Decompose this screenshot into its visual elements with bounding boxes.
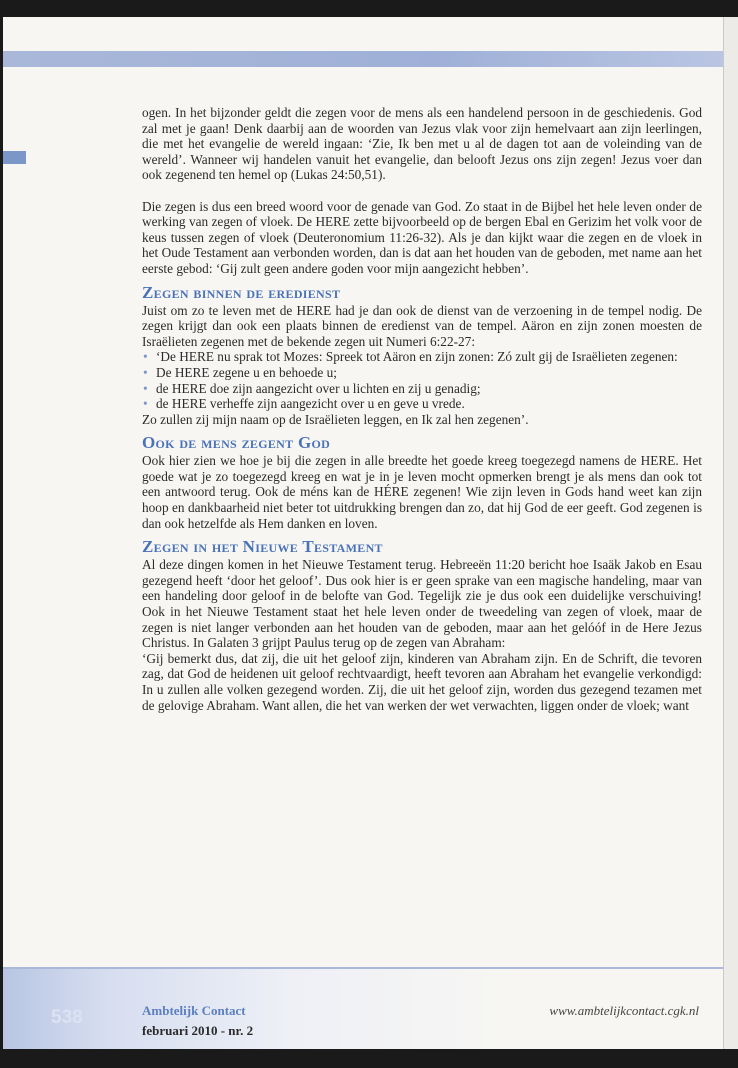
article-body bbox=[142, 105, 702, 713]
paragraph-5: Ook hier zien we hoe je bij die zegen in alle breedte het goede kreeg toegezegd namens de HERE. Het goede wat je zo toegezegd kreeg en wat je in je leven mocht opmerken brengt je als mens dan ook tot een antwoord terug. Ook de méns kan de HÉRE zegenen! Wie zijn leven in Gods hand weet kan zijn hoop en dankbaarheid niet beter tot uitdrukking brengen dan zo, dat hij God de eer geeft. God zegenen is dan ook hetzelfde als Hem danken en loven. bbox=[142, 453, 702, 531]
publication-title: Ambtelijk Contact bbox=[142, 1003, 246, 1018]
header-color-bar bbox=[3, 51, 723, 67]
document-page bbox=[3, 17, 723, 1049]
list-item: • De HERE zegene u en behoede u; bbox=[142, 365, 702, 381]
blessing-list bbox=[142, 349, 702, 411]
list-item: • de HERE verheffe zijn aangezicht over u en geve u vrede. bbox=[142, 396, 702, 412]
section-heading-1: Zegen binnen de eredienst bbox=[142, 282, 341, 302]
facing-page-edge bbox=[723, 17, 738, 1049]
margin-marker bbox=[3, 151, 26, 164]
paragraph-1: ogen. In het bijzonder geldt die zegen voor de mens als een handelend persoon in de geschiedenis. God zal met je gaan! Denk daarbij aan de woorden van Jezus vlak voor zijn hemelvaart aan zijn leerlingen, die met het evangelie de wereld ingaan: ‘Zie, Ik ben met u al de dagen tot aan de voleinding van de wereld’. Wanneer wij handelen vanuit het evangelie, dan belooft Jezus ons zijn zegen! Jezus voer dan ook zegenend ten hemel op (Lukas 24:50,51). bbox=[142, 105, 702, 183]
paragraph-4: Zo zullen zij mijn naam op de Israëlieten leggen, en Ik zal hen zegenen’. bbox=[142, 411, 529, 427]
section-heading-2: Ook de mens zegent God bbox=[142, 433, 331, 453]
paragraph-7: ‘Gij bemerkt dus, dat zij, die uit het geloof zijn, kinderen van Abraham zijn. En de Schrift, die tevoren zag, dat God de heidenen uit geloof rechtvaardigt, heeft tevoren aan Abraham het evangelie verkondigd: In u zullen alle volken gezegend worden. Zij, die uit het geloof zijn, worden dus gezegend tezamen met de gelovige Abraham. Want allen, die het van werken der wet verwachten, liggen onder de vloek; want bbox=[142, 650, 702, 713]
website-link[interactable]: www.ambtelijkcontact.cgk.nl bbox=[549, 1003, 699, 1018]
section-heading-3: Zegen in het Nieuwe Testament bbox=[142, 537, 383, 557]
issue-label: februari 2010 - nr. 2 bbox=[142, 1023, 254, 1038]
list-item: • ‘De HERE nu sprak tot Mozes: Spreek tot Aäron en zijn zonen: Zó zult gij de Israëlieten zegenen: bbox=[142, 349, 702, 365]
page-number: 538 bbox=[51, 1007, 83, 1028]
paragraph-3: Juist om zo te leven met de HERE had je dan ook de dienst van de verzoening in de tempel nodig. De zegen krijgt dan ook een plaats binnen de eredienst van de tempel. Aäron en zijn zonen moesten de Israëlieten zegenen met de bekende zegen uit Numeri 6:22-27: bbox=[142, 302, 702, 349]
paragraph-2: Die zegen is dus een breed woord voor de genade van God. Zo staat in de Bijbel het hele leven onder de werking van zegen of vloek. De HERE zette bijvoorbeeld op de bergen Ebal en Gerizim het volk voor de keus tussen zegen of vloek (Deuteronomium 11:26-32). Als je dan kijkt waar die zegen en de vloek in het Oude Testament aan verbonden worden, dan is dat aan het houden van de geboden, met name aan het eerste gebod: ‘Gij zult geen andere goden voor mijn aangezicht hebben’. bbox=[142, 198, 702, 276]
list-item: • de HERE doe zijn aangezicht over u lichten en zij u genadig; bbox=[142, 381, 702, 397]
paragraph-6: Al deze dingen komen in het Nieuwe Testament terug. Hebreeën 11:20 bericht hoe Isaäk Jakob en Esau gezegend heeft ‘door het geloof’. Dus ook hier is er geen sprake van een magische handeling, maar van een handeling door geloof in de belofte van God. Tegelijk zie je dus ook een duidelijke verschuiving! Ook in het Nieuwe Testament staat het hele leven onder de tweedeling van zegen of vloek, maar de zegen is niet langer verbonden aan het houden van de geboden, maar aan het gelóóf in de Here Jezus Christus. In Galaten 3 grijpt Paulus terug op de zegen van Abraham: bbox=[142, 557, 702, 651]
